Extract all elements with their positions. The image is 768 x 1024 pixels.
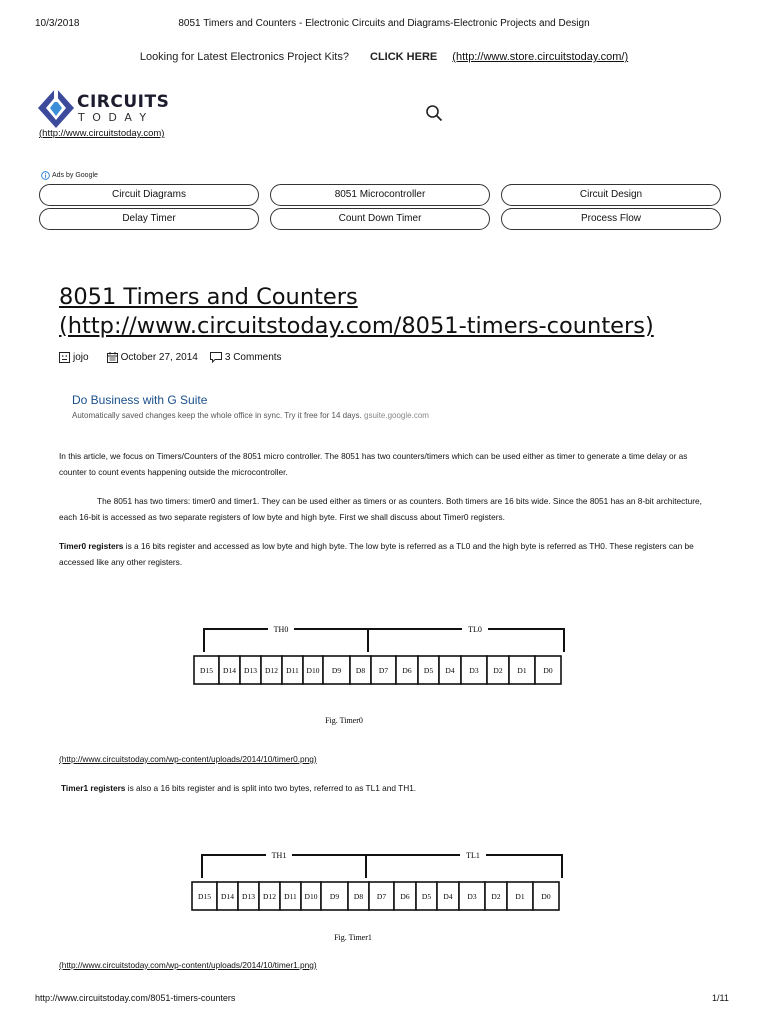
print-date: 10/3/2018 — [35, 18, 80, 29]
timer1-term: Timer1 registers — [61, 783, 126, 793]
article-title-url: (http://www.circuitstoday.com/8051-timers-counters) — [59, 313, 654, 339]
timer1-bit-label: D4 — [443, 892, 453, 901]
timer1-bit-label: D11 — [284, 892, 297, 901]
timer0-term: Timer0 registers — [59, 541, 124, 551]
search-icon — [425, 104, 443, 122]
timer1-bit-label: D7 — [376, 892, 387, 901]
paragraph-intro: In this article, we focus on Timers/Counters of the 8051 micro controller. The 8051 has two counters/timers which can be used either as timer to generate a time delay or as counter to count events happening outside the microcontroller. — [59, 451, 688, 477]
timer0-bit-label: D5 — [423, 666, 434, 675]
meta-author-name: jojo — [73, 352, 89, 363]
timer1-caption: Fig. Timer1 — [334, 933, 372, 942]
timer1-low-label: TL1 — [466, 851, 480, 860]
timer0-bit-label: D14 — [223, 666, 236, 675]
timer1-high-label: TH1 — [271, 851, 287, 860]
meta-date-text: October 27, 2014 — [120, 352, 198, 363]
author-icon — [59, 352, 70, 363]
timer0-high-label: TH0 — [273, 625, 289, 634]
meta-date — [107, 352, 198, 363]
print-title: 8051 Timers and Counters - Electronic Circuits and Diagrams-Electronic Projects and Design — [178, 18, 590, 29]
timer0-bit-label: D3 — [469, 666, 479, 675]
meta-comments-text: 3 Comments — [224, 352, 282, 363]
timer1-bit-label: D8 — [353, 892, 364, 901]
timer1-bit-label: D15 — [198, 892, 211, 901]
ad-link-process-flow[interactable]: Process Flow — [501, 208, 721, 230]
timer1-bit-label: D6 — [400, 892, 410, 901]
search-button[interactable] — [425, 104, 443, 127]
timer1-bit-label: D14 — [221, 892, 234, 901]
meta-author[interactable] — [59, 352, 89, 363]
timer1-bit-label: D5 — [421, 892, 432, 901]
timer1-bit-label: D9 — [329, 892, 340, 901]
calendar-icon — [107, 352, 118, 363]
article-meta — [59, 352, 290, 363]
ads-label: Ads by Google — [52, 172, 98, 179]
timer0-bit-label: D1 — [517, 666, 527, 675]
logo-mark-icon — [38, 88, 74, 128]
ad-link-circuit-diagrams[interactable]: Circuit Diagrams — [39, 184, 259, 206]
timer0-bit-label: D2 — [493, 666, 503, 675]
comment-icon — [210, 352, 222, 363]
promo-question: Looking for Latest Electronics Project Kits? — [139, 51, 349, 63]
print-page-number: 1/11 — [712, 993, 729, 1003]
ad-link-count-down-timer[interactable]: Count Down Timer — [270, 208, 490, 230]
print-footer-url: http://www.circuitstoday.com/8051-timers-counters — [35, 993, 236, 1003]
sponsored-ad-domain: gsuite.google.com — [364, 411, 429, 420]
promo-click-here[interactable]: CLICK HERE — [370, 51, 438, 63]
timer1-desc: is also a 16 bits register and is split into two bytes, referred to as TL1 and TH1. — [125, 783, 417, 793]
article-title-text: 8051 Timers and Counters — [59, 284, 358, 310]
ad-link-circuit-design[interactable]: Circuit Design — [501, 184, 721, 206]
info-icon — [41, 171, 50, 180]
timer1-bit-label: D12 — [263, 892, 276, 901]
timer1-bit-label: D1 — [515, 892, 525, 901]
sponsored-ad-body[interactable] — [72, 411, 429, 420]
timer1-diagram — [188, 846, 578, 956]
timer0-bit-label: D0 — [543, 666, 553, 675]
timer0-bit-label: D7 — [378, 666, 389, 675]
timer1-bit-label: D10 — [304, 892, 318, 901]
ad-link-8051-microcontroller[interactable]: 8051 Microcontroller — [270, 184, 490, 206]
timer0-diagram — [190, 620, 580, 730]
timer0-bit-label: D15 — [200, 666, 213, 675]
timer0-bit-label: D11 — [286, 666, 299, 675]
promo-store-link[interactable]: (http://www.store.circuitstoday.com/) — [452, 51, 629, 63]
logo-line1: CIRCUITS — [77, 92, 170, 112]
timer0-bit-label: D9 — [331, 666, 342, 675]
sponsored-ad-text: Automatically saved changes keep the whole office in sync. Try it free for 14 days. — [72, 411, 362, 420]
ad-link-delay-timer[interactable]: Delay Timer — [39, 208, 259, 230]
timer1-bit-label: D3 — [467, 892, 477, 901]
timer0-bit-label: D8 — [355, 666, 366, 675]
promo-bar — [0, 51, 768, 63]
sponsored-ad-title[interactable]: Do Business with G Suite — [72, 393, 208, 407]
timer1-image-link[interactable]: (http://www.circuitstoday.com/wp-content/uploads/2014/10/timer1.png) — [59, 960, 317, 970]
timer0-bit-label: D10 — [306, 666, 320, 675]
paragraph-timer0 — [59, 539, 714, 570]
timer1-bit-label: D0 — [541, 892, 551, 901]
timer0-caption: Fig. Timer0 — [325, 716, 363, 725]
logo-home-link[interactable]: (http://www.circuitstoday.com) — [39, 128, 165, 139]
timer0-bit-label: D13 — [244, 666, 257, 675]
timer0-desc: is a 16 bits register and accessed as low byte and high byte. The low byte is referred as a TL0 and the high byte is referred as TH0. These registers can be accessed like any other registers. — [59, 541, 694, 567]
site-logo[interactable] — [38, 88, 74, 133]
timer0-low-label: TL0 — [468, 625, 482, 634]
meta-comments[interactable] — [210, 352, 282, 363]
figure-timer0 — [190, 620, 580, 730]
logo-line2: T O D A Y — [78, 111, 149, 124]
ads-by-google[interactable] — [41, 171, 98, 180]
timer1-bit-label: D2 — [491, 892, 501, 901]
figure-timer1 — [188, 846, 578, 956]
article-title[interactable] — [59, 283, 749, 341]
timer1-bit-label: D13 — [242, 892, 255, 901]
timer0-bit-label: D4 — [445, 666, 455, 675]
paragraph-timers: The 8051 has two timers: timer0 and timer1. They can be used either as timers or as counters. Both timers are 16 bits wide. Since the 8051 has an 8-bit architecture, each 16-bit is accessed as two separate registers of low byte and high byte. First we shall discuss about Timer0 registers. — [59, 496, 702, 522]
timer0-image-link[interactable]: (http://www.circuitstoday.com/wp-content/uploads/2014/10/timer0.png) — [59, 754, 317, 764]
paragraph-timer1 — [61, 781, 716, 797]
timer0-bit-label: D12 — [265, 666, 278, 675]
timer0-bit-label: D6 — [402, 666, 412, 675]
